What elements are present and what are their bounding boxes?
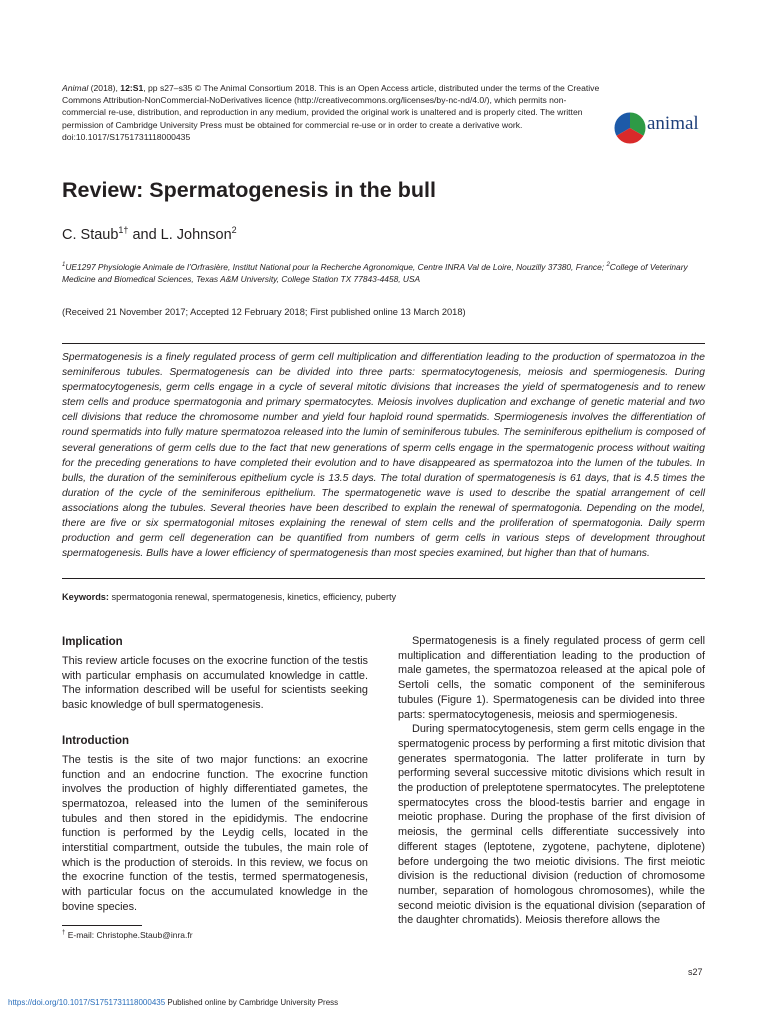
- affiliation-1-marker: 1: [62, 262, 66, 268]
- footer-publisher: Published online by Cambridge University Press: [165, 998, 339, 1007]
- journal-name: Animal: [62, 83, 89, 93]
- body-paragraph-1: Spermatogenesis is a finely regulated process of germ cell multiplication and differentiation leading to the production of male gametes, the spermatozoa released at the apical pole of Sertoli cells, the somatic component of the seminiferous tubules (Figure 1). Spermatogenesis can be divided into three parts: spermatocytogenesis, meiosis and spermiogenesis.: [398, 635, 705, 721]
- author-2: and L. Johnson: [128, 226, 232, 243]
- affiliation-1: UE1297 Physiologie Animale de l’Orfrasière, Institut National pour la Recherche Agronomique, Centre INRA Val de Loire, Nouzilly 37380, France;: [65, 261, 607, 272]
- article-title: Review: Spermatogenesis in the bull: [62, 178, 436, 202]
- keywords-list: spermatogonia renewal, spermatogenesis, kinetics, efficiency, puberty: [108, 592, 397, 602]
- footer: [8, 998, 338, 1007]
- author-2-marker: 2: [231, 225, 237, 235]
- left-column: [62, 634, 368, 915]
- publication-dates: (Received 21 November 2017; Accepted 12 February 2018; First published online 13 March 2018): [62, 307, 466, 317]
- footnote: [62, 930, 193, 940]
- page-number: s27: [688, 967, 703, 977]
- abstract: Spermatogenesis is a finely regulated process of germ cell multiplication and differentiation leading to the production of spermatozoa in the seminiferous tubules. Spermatogenesis can be divided into three parts: spermatocytogenesis, meiosis and spermiogenesis. During spermatocytogenesis, germ cells engage in a cycle of several mitotic divisions that increases the yield of spermatogenesis and to renew stem cells and produce spermatogonia and primary spermatocytes. Meiosis involves duplication and exchange of genetic material and two cell divisions that reduce the chromosome number and yield four haploid round spermatids. Spermiogenesis involves the differentiation of round spermatids into fully mature spermatozoa released into the lumin of seminiferous tubules. The seminiferous epithelium is composed of several generations of germ cells due to the fact that new generations of sperm cells engage in the spermatogenic process without waiting for the preceding generations to have completed their evolution and to have disappeared as spermatozoa into the lumen of the tubules. In bulls, the duration of the seminiferous epithelium cycle is 13.5 days. The total duration of spermatogenesis is 61 days, that is 4.5 times the duration of the cycle of the seminiferous epithelium. The spermatogenetic wave is used to describe the spatial arrangement of cell associations along the tubules. Several theories have been described to explain the renewal of spermatogonia. Depending on the model, there are five or six spermatogonial mitoses explaining the renewal of stem cells and the proliferation of spermatogonia. Daily sperm production and germ cell degeneration can be quantified from numbers of germ cells in various steps of development throughout spermatogenesis. Bulls have a lower efficiency of spermatogenesis than most species examined, but higher than that of humans.: [62, 352, 705, 560]
- keywords-label: Keywords:: [62, 592, 109, 602]
- abstract-top-rule: [62, 343, 705, 344]
- introduction-heading: Introduction: [62, 734, 130, 747]
- footnote-marker: †: [62, 930, 66, 937]
- keywords: [62, 592, 396, 602]
- footnote-rule: [62, 925, 142, 926]
- implication-heading: Implication: [62, 636, 123, 648]
- author-line: [62, 225, 237, 243]
- footnote-email: E-mail: Christophe.Staub@inra.fr: [65, 930, 193, 940]
- author-1: C. Staub: [62, 226, 119, 243]
- license-text: , pp s27–s35 © The Animal Consortium 2018. This is an Open Access article, distributed under the terms of the Creative Commons Attribution-NonCommercial-NoDerivatives licence (http://creativecommons.org/licenses/by-nc-nd/4.0/), which permits non-commercial re-use, distribution, and reproduction in any medium, provided the original work is unaltered and is properly cited. The written permission of Cambridge University Press must be obtained for commercial re-use or in order to create a derivative work.: [62, 83, 600, 130]
- citation-header: [62, 82, 602, 143]
- citation-volume: 12:S1: [120, 83, 144, 93]
- logo-wordmark: animal: [647, 113, 699, 134]
- introduction-text: The testis is the site of two major functions: an exocrine function and an endocrine function. The exocrine function involves the production of highly differentiated gametes, the spermatozoa, released into the lumen of the seminiferous tubules and then stored in the epididymis. The endocrine function is performed by the Leydig cells, located in the interstitial compartment, outside the tubules, the main role of which is the production of steroids. In this review, we focus on the exocrine function of the testis, termed spermatogenesis, with particular focus on the accumulated knowledge in the bovine species.: [62, 753, 368, 913]
- citation-year: (2018),: [88, 83, 121, 93]
- implication-text: This review article focuses on the exocrine function of the testis with particular emphasis on accumulated knowledge in cattle. The information described will be useful for scientists seeking basic knowledge of bull spermatogenesis.: [62, 655, 368, 712]
- right-column: [398, 634, 705, 928]
- author-1-marker: 1†: [118, 225, 129, 235]
- doi-text: doi:10.1017/S1751731118000435: [62, 131, 191, 142]
- body-paragraph-2: During spermatocytogenesis, stem germ cells engage in the spermatogenic process by performing a first mitotic division that generates spermatogonia. The latter proliferate in turn by performing several successive mitotic divisions which result in the production of preleptotene spermatocytes. The preleptotene spermatocytes cross the blood-testis barrier and engage in meiotic prophase. During the prophase of the first division of meiosis, the germinal cells differentiate successively into different stages (leptotene, zygotene, pachytene, diplotene) before undergoing the two meiotic divisions. The first meiotic division is the reductional division (reduction of chromosome number, separation of homologous chromosomes), while the second meiotic division is the equational division (separation of the daughter chromatids). Meiosis therefore allows the: [398, 723, 705, 927]
- affiliation-2: College of Veterinary Medicine and Biomedical Sciences, Texas A&M University, College Station TX 77843-4458, USA: [62, 261, 688, 284]
- abstract-bottom-rule: [62, 578, 705, 579]
- affiliation-2-marker: 2: [606, 262, 610, 268]
- affiliations: [62, 259, 712, 285]
- doi-link[interactable]: https://doi.org/10.1017/S1751731118000435: [8, 998, 166, 1007]
